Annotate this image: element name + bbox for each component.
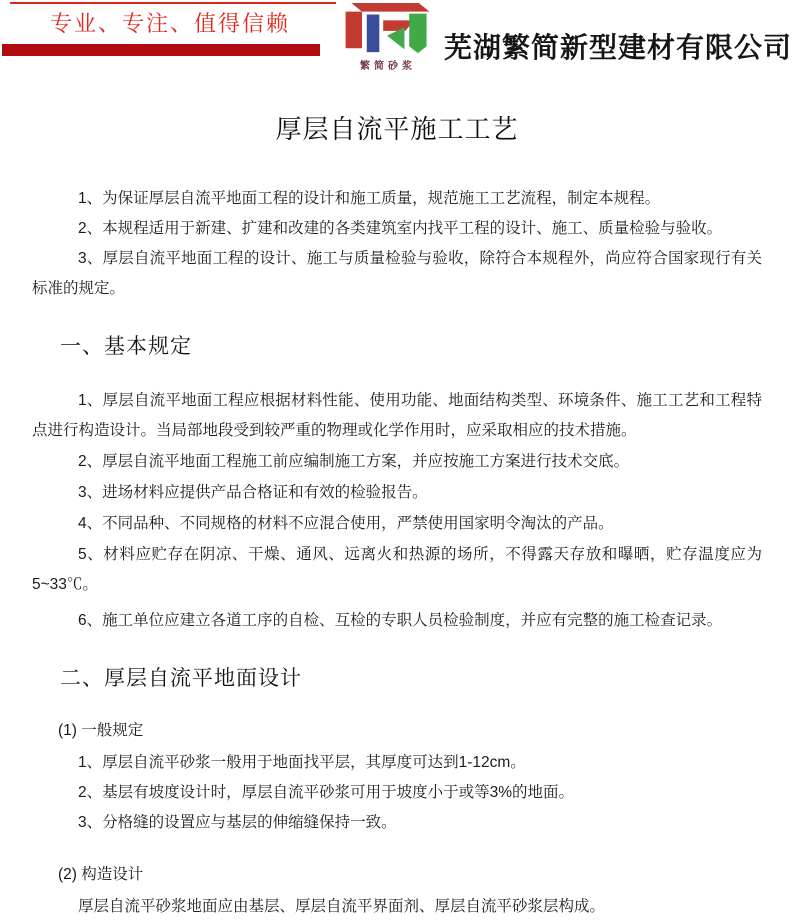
section-heading-basic-rules: 一、基本规定 (60, 334, 192, 358)
document-title: 厚层自流平施工工艺 (275, 115, 519, 144)
list-item: 3、进场材料应提供产品合格证和有效的检验报告。 (78, 484, 428, 501)
group-label-general-rules: (1) 一般规定 (58, 722, 144, 739)
list-item: 6、施工单位应建立各道工序的自检、互检的专职人员检验制度，并应有完整的施工检查记录。 (78, 612, 723, 629)
section1-items (32, 386, 762, 636)
group1-items (32, 748, 762, 838)
list-item: 3、分格缝的设置应与基层的伸缩缝保持一致。 (78, 814, 397, 831)
list-item: 2、基层有坡度设计时，厚层自流平砂浆可用于坡度小于或等3%的地面。 (78, 784, 575, 801)
header-bottom-rule (2, 44, 320, 56)
page-header (0, 0, 792, 92)
intro-paragraph: 2、本规程适用于新建、扩建和改建的各类建筑室内找平工程的设计、施工、质量检验与验收。 (78, 220, 723, 237)
logo-icon (337, 2, 439, 56)
group-label-structural-design: (2) 构造设计 (58, 866, 144, 883)
header-tagline: 专业、专注、值得信赖 (49, 11, 290, 36)
list-item: 厚层自流平砂浆地面应由基层、厚层自流平界面剂、厚层自流平砂浆层构成。 (78, 898, 606, 915)
logo-caption: 繁简砂浆 (360, 61, 416, 72)
document-body (32, 98, 762, 922)
list-item: 5、材料应贮存在阴凉、干燥、通风、远离火和热源的场所，不得露天存放和曝晒，贮存温度应为5~33℃。 (32, 546, 762, 593)
section-heading-floor-design: 二、厚层自流平地面设计 (60, 666, 302, 690)
list-item: 2、厚层自流平地面工程施工前应编制施工方案，并应按施工方案进行技术交底。 (78, 453, 630, 470)
company-logo (336, 2, 440, 72)
intro-paragraph: 1、为保证厚层自流平地面工程的设计和施工质量，规范施工工艺流程，制定本规程。 (78, 190, 661, 207)
list-item: 1、厚层自流平地面工程应根据材料性能、使用功能、地面结构类型、环境条件、施工工艺和工程特点进行构造设计。当局部地段受到较严重的物理或化学作用时，应采取相应的技术措施。 (32, 392, 762, 439)
group2-items (32, 892, 762, 922)
list-item: 4、不同品种、不同规格的材料不应混合使用，严禁使用国家明令淘汰的产品。 (78, 515, 614, 532)
list-item: 1、厚层自流平砂浆一般用于地面找平层，其厚度可达到1-12cm。 (78, 754, 526, 771)
header-top-rule (10, 2, 336, 4)
intro-paragraph: 3、厚层自流平地面工程的设计、施工与质量检验与验收，除符合本规程外，尚应符合国家现行有关标准的规定。 (32, 250, 762, 297)
company-name: 芜湖繁简新型建材有限公司 (444, 33, 792, 64)
header-left-block (0, 0, 336, 60)
